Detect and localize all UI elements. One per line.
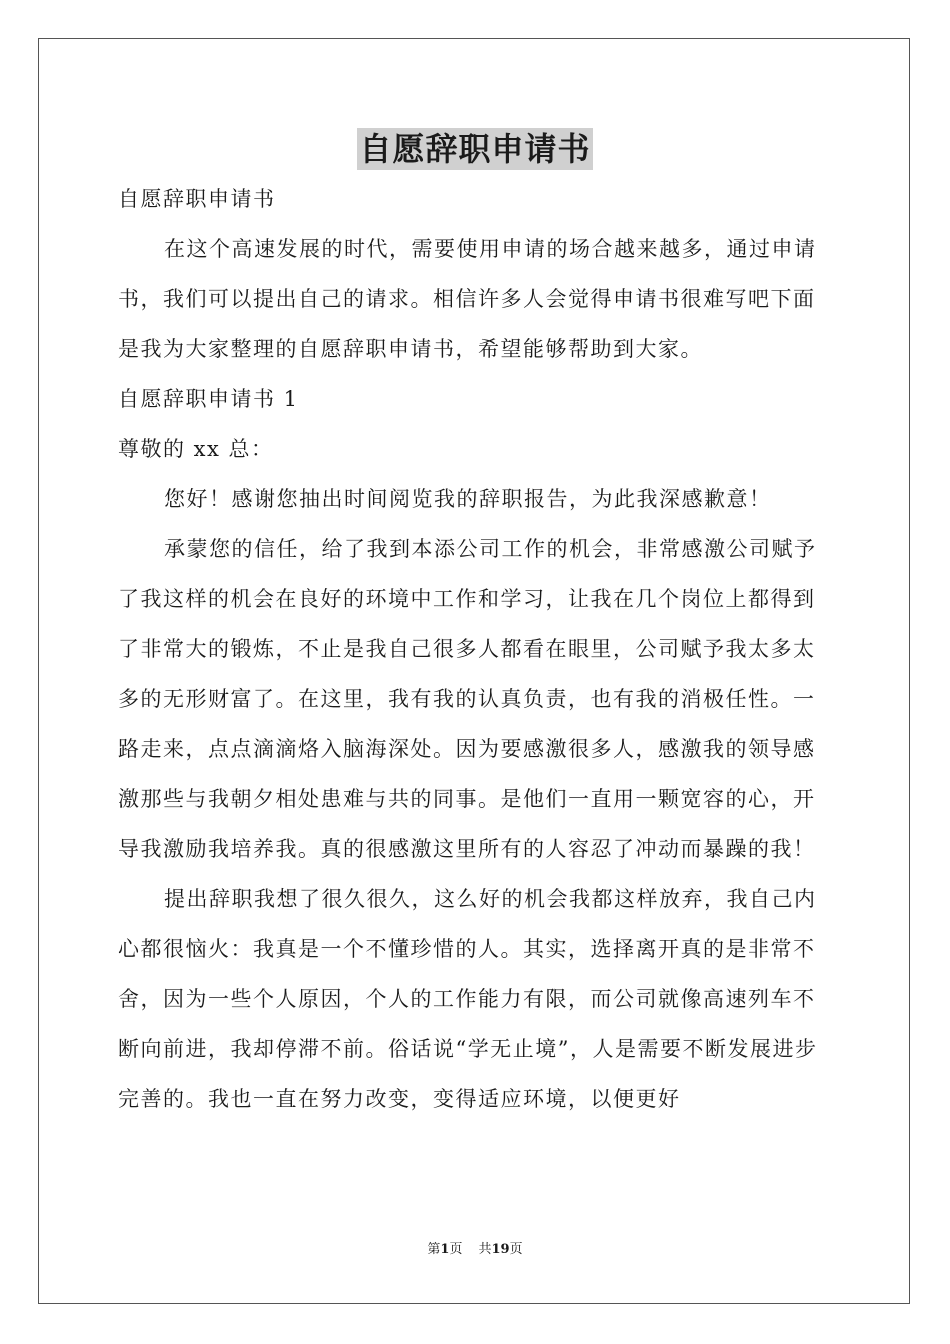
total-prefix: 共: [478, 1242, 492, 1257]
paragraph-section-heading: 自愿辞职申请书 1: [118, 387, 299, 411]
page-current: 1: [440, 1242, 450, 1257]
page-footer: [0, 1240, 950, 1260]
paragraph-reason: 提出辞职我想了很久很久，这么好的机会我都这样放弃，我自己内心都很恼火：我真是一个不懂珍惜的人。其实，选择离开真的是非常不舍，因为一些个人原因，个人的工作能力有限，而公司就像高速列车不断向前进，我却停滞不前。俗话说“学无止境”，人是需要不断发展进步完善的。我也一直在努力改变，变得适应环境，以便更好: [118, 887, 818, 1111]
paragraph-subtitle: 自愿辞职申请书: [118, 187, 276, 211]
page-total: 19: [491, 1242, 510, 1257]
page-suffix: 页: [449, 1242, 463, 1257]
page-prefix: 第: [427, 1242, 441, 1257]
document-title: 自愿辞职申请书: [359, 130, 591, 168]
paragraph-gratitude: 承蒙您的信任，给了我到本添公司工作的机会，非常感激公司赋予了我这样的机会在良好的环境中工作和学习，让我在几个岗位上都得到了非常大的锻炼，不止是我自己很多人都看在眼里，公司赋予我太多太多的无形财富了。在这里，我有我的认真负责，也有我的消极任性。一路走来，点点滴滴烙入脑海深处。因为要感激很多人，感激我的领导感激那些与我朝夕相处患难与共的同事。是他们一直用一颗宽容的心，开导我激励我培养我。真的很感激这里所有的人容忍了冲动而暴躁的我！: [118, 537, 817, 861]
paragraph-greeting: 您好！感谢您抽出时间阅览我的辞职报告，为此我深感歉意！: [164, 487, 772, 511]
total-suffix: 页: [509, 1242, 523, 1257]
title-container: [0, 128, 950, 170]
document-body: [118, 174, 834, 1124]
paragraph-salutation: 尊敬的 xx 总：: [118, 437, 274, 461]
paragraph-intro: 在这个高速发展的时代，需要使用申请的场合越来越多，通过申请书，我们可以提出自己的请求。相信许多人会觉得申请书很难写吧下面是我为大家整理的自愿辞职申请书，希望能够帮助到大家。: [118, 237, 817, 361]
